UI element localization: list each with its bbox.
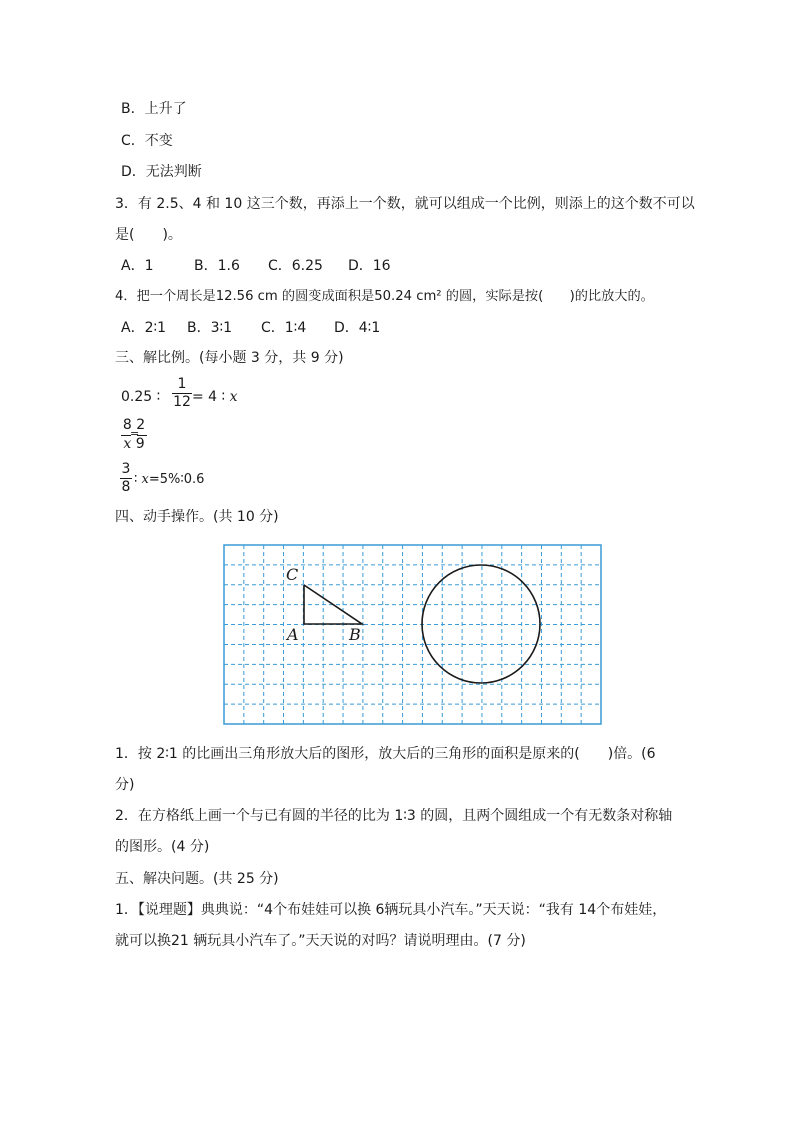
eq1-right	[192, 387, 238, 407]
eq3-denominator: 8	[121, 479, 131, 495]
eq2-den-left: x	[123, 436, 132, 452]
q4-text: 4．把一个周长是12.56 cm 的圆变成面积是50.24 cm² 的圆，实际是按( )的比放大的。	[115, 289, 654, 304]
section4-q2-line1: 2．在方格纸上画一个与已有圆的半径的比为 1∶3 的圆，且两个圆组成一个有无数条对称轴	[115, 808, 673, 824]
grid-border	[224, 545, 601, 724]
q4-option-a: A．2∶1	[121, 320, 167, 336]
eq1-left: 0.25 ∶	[121, 389, 161, 405]
q3-option-b: B．1.6	[194, 258, 240, 274]
eq2-den-right: 9	[135, 436, 145, 452]
eq2-fractions	[121, 418, 147, 452]
eq3-mid: ∶	[134, 472, 142, 487]
eq1-numerator: 1	[177, 376, 187, 392]
section4-q2-line2: 的图形。(4 分)	[115, 839, 210, 855]
label-b: B	[349, 625, 361, 644]
q3-text-line2: 是( )。	[115, 227, 182, 243]
q4-option-d: D．4∶1	[334, 320, 381, 336]
eq3-variable: x	[141, 472, 149, 487]
q2-option-d: D．无法判断	[121, 164, 202, 180]
q2-option-b: B．上升了	[121, 101, 187, 117]
q3-option-c: C．6.25	[268, 258, 323, 274]
label-a: A	[287, 625, 299, 644]
label-c: C	[286, 565, 299, 584]
section4-q1-line2: 分)	[115, 777, 135, 793]
section3-title: 三、解比例。(每小题 3 分，共 9 分)	[115, 350, 344, 366]
eq2-bar-row	[121, 427, 147, 440]
fraction-bar	[137, 435, 147, 436]
section5-q1-line2: 就可以换21 辆玩具小汽车了。”天天说的对吗？请说明理由。(7 分)	[115, 933, 526, 949]
q2-option-c: C．不变	[121, 133, 173, 149]
q4-option-b: B．3∶1	[187, 320, 233, 336]
q3-text-line1: 3．有 2.5、4 和 10 这三个数，再添上一个数，就可以组成一个比例，则添上的这个数不可以	[115, 196, 695, 212]
grid-lines	[224, 545, 601, 724]
q4-option-c: C．1∶4	[261, 320, 307, 336]
eq2-equals: =	[130, 427, 140, 440]
eq3-rest	[134, 470, 204, 490]
eq1-right-text: = 4 ∶	[192, 389, 230, 405]
section4-q1-line1: 1．按 2∶1 的比画出三角形放大后的图形，放大后的三角形的面积是原来的( )倍。(6	[115, 746, 656, 762]
eq1-fraction	[172, 377, 192, 410]
eq1-denominator: 12	[173, 394, 191, 410]
q3-option-a: A．1	[121, 258, 154, 274]
eq3-numerator: 3	[121, 461, 131, 477]
section4-title: 四、动手操作。(共 10 分)	[115, 509, 279, 525]
circle	[422, 565, 540, 683]
q3-option-d: D．16	[348, 258, 391, 274]
eq2-num-right: 2	[136, 417, 146, 433]
section5-title: 五、解决问题。(共 25 分)	[115, 871, 279, 887]
eq3-right: =5%∶0.6	[148, 472, 205, 487]
eq3-fraction	[120, 462, 132, 495]
eq2-num-left: 8	[122, 417, 132, 433]
section5-q1-line1: 1．【说理题】典典说：“4个布娃娃可以换 6辆玩具小汽车。”天天说：“我有 14个布娃娃，	[115, 902, 667, 918]
eq1-variable: x	[229, 389, 238, 405]
grid-figure	[223, 544, 603, 726]
